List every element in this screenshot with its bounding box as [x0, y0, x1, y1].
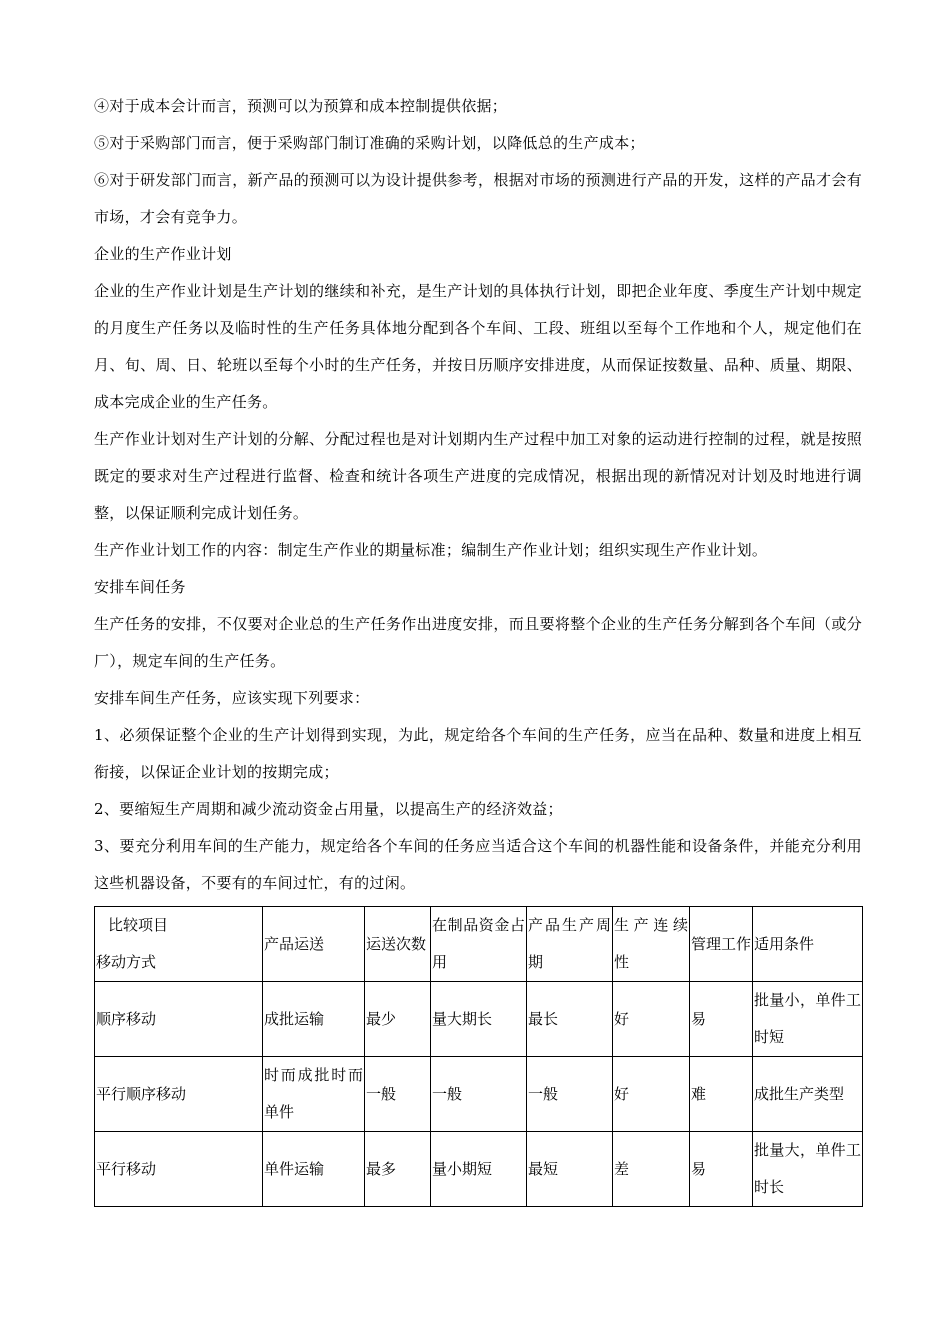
- table-cell: 平行顺序移动: [95, 1057, 263, 1132]
- header-cell: 运送次数: [365, 907, 431, 982]
- paragraph-rnd: ⑥对于研发部门而言，新产品的预测可以为设计提供参考，根据对市场的预测进行产品的开发，这样的产品才会有市场，才会有竞争力。: [94, 171, 862, 226]
- paragraph-cost-accounting: ④对于成本会计而言，预测可以为预算和成本控制提供依据；: [94, 97, 508, 115]
- table-cell: 易: [690, 982, 753, 1057]
- table-row: [95, 1132, 863, 1207]
- paragraph-schedule-definition: 企业的生产作业计划是生产计划的继续和补充，是生产计划的具体执行计划，即把企业年度、季度生产计划中规定的月度生产任务以及临时性的生产任务具体地分配到各个车间、工段、班组以至每个工作地和个人，规定他们在月、旬、周、日、轮班以至每个小时的生产任务，并按日历顺序安排进度，从而保证按数量、品种、质量、期限、成本完成企业的生产任务。: [94, 282, 862, 411]
- corner-bottom-label: 移动方式: [96, 953, 157, 971]
- header-cell: 在制品资金占用: [431, 907, 527, 982]
- table-cell: 成批生产类型: [753, 1057, 863, 1132]
- table-cell: 批量大，单件工时长: [753, 1132, 863, 1207]
- table-cell: 单件运输: [263, 1132, 365, 1207]
- table-cell: 一般: [365, 1057, 431, 1132]
- table-corner-cell: [95, 907, 263, 982]
- heading-workshop-tasks: 安排车间任务: [94, 578, 186, 596]
- paragraph-purchasing: ⑤对于采购部门而言，便于采购部门制订准确的采购计划，以降低总的生产成本；: [94, 134, 645, 152]
- table-cell: 时而成批时而单件: [263, 1057, 365, 1132]
- corner-top-label: 比较项目: [108, 916, 169, 934]
- table-cell: 批量小，单件工时短: [753, 982, 863, 1057]
- table-cell: 难: [690, 1057, 753, 1132]
- movement-comparison-table: [94, 906, 863, 1207]
- header-cell: 管理工作: [690, 907, 753, 982]
- table-cell: 量大期长: [431, 982, 527, 1057]
- header-cell: 产品生产周期: [527, 907, 613, 982]
- document-page: [94, 88, 862, 1207]
- table-cell: 好: [613, 1057, 690, 1132]
- heading-production-schedule: 企业的生产作业计划: [94, 245, 232, 263]
- table-header-row: [95, 907, 863, 982]
- table-cell: 最长: [527, 982, 613, 1057]
- paragraph-requirements-intro: 安排车间生产任务，应该实现下列要求：: [94, 689, 370, 707]
- requirement-2: 2、要缩短生产周期和减少流动资金占用量，以提高生产的经济效益；: [94, 800, 563, 818]
- table-cell: 最少: [365, 982, 431, 1057]
- header-cell: 产品运送: [263, 907, 365, 982]
- table-cell: 最多: [365, 1132, 431, 1207]
- table-cell: 成批运输: [263, 982, 365, 1057]
- table-cell: 易: [690, 1132, 753, 1207]
- table-cell: 平行移动: [95, 1132, 263, 1207]
- table-cell: 一般: [431, 1057, 527, 1132]
- table-cell: 顺序移动: [95, 982, 263, 1057]
- header-cell: 生产连续性: [613, 907, 690, 982]
- table-cell: 差: [613, 1132, 690, 1207]
- table-row: [95, 1057, 863, 1132]
- table-cell: 好: [613, 982, 690, 1057]
- requirement-1: 1、必须保证整个企业的生产计划得到实现，为此，规定给各个车间的生产任务，应当在品种、数量和进度上相互衔接，以保证企业计划的按期完成；: [94, 726, 862, 781]
- table-cell: 最短: [527, 1132, 613, 1207]
- paragraph-schedule-control: 生产作业计划对生产计划的分解、分配过程也是对计划期内生产过程中加工对象的运动进行控制的过程，就是按照既定的要求对生产过程进行监督、检查和统计各项生产进度的完成情况，根据出现的新情况对计划及时地进行调整，以保证顺利完成计划任务。: [94, 430, 862, 522]
- header-cell: 适用条件: [753, 907, 863, 982]
- table-cell: 一般: [527, 1057, 613, 1132]
- table-row: [95, 982, 863, 1057]
- paragraph-schedule-content: 生产作业计划工作的内容：制定生产作业的期量标准；编制生产作业计划；组织实现生产作业计划。: [94, 541, 768, 559]
- paragraph-task-arrangement: 生产任务的安排，不仅要对企业总的生产任务作出进度安排，而且要将整个企业的生产任务分解到各个车间（或分厂），规定车间的生产任务。: [94, 615, 862, 670]
- table-cell: 量小期短: [431, 1132, 527, 1207]
- requirement-3: 3、要充分利用车间的生产能力，规定给各个车间的任务应当适合这个车间的机器性能和设备条件，并能充分利用这些机器设备，不要有的车间过忙，有的过闲。: [94, 837, 862, 892]
